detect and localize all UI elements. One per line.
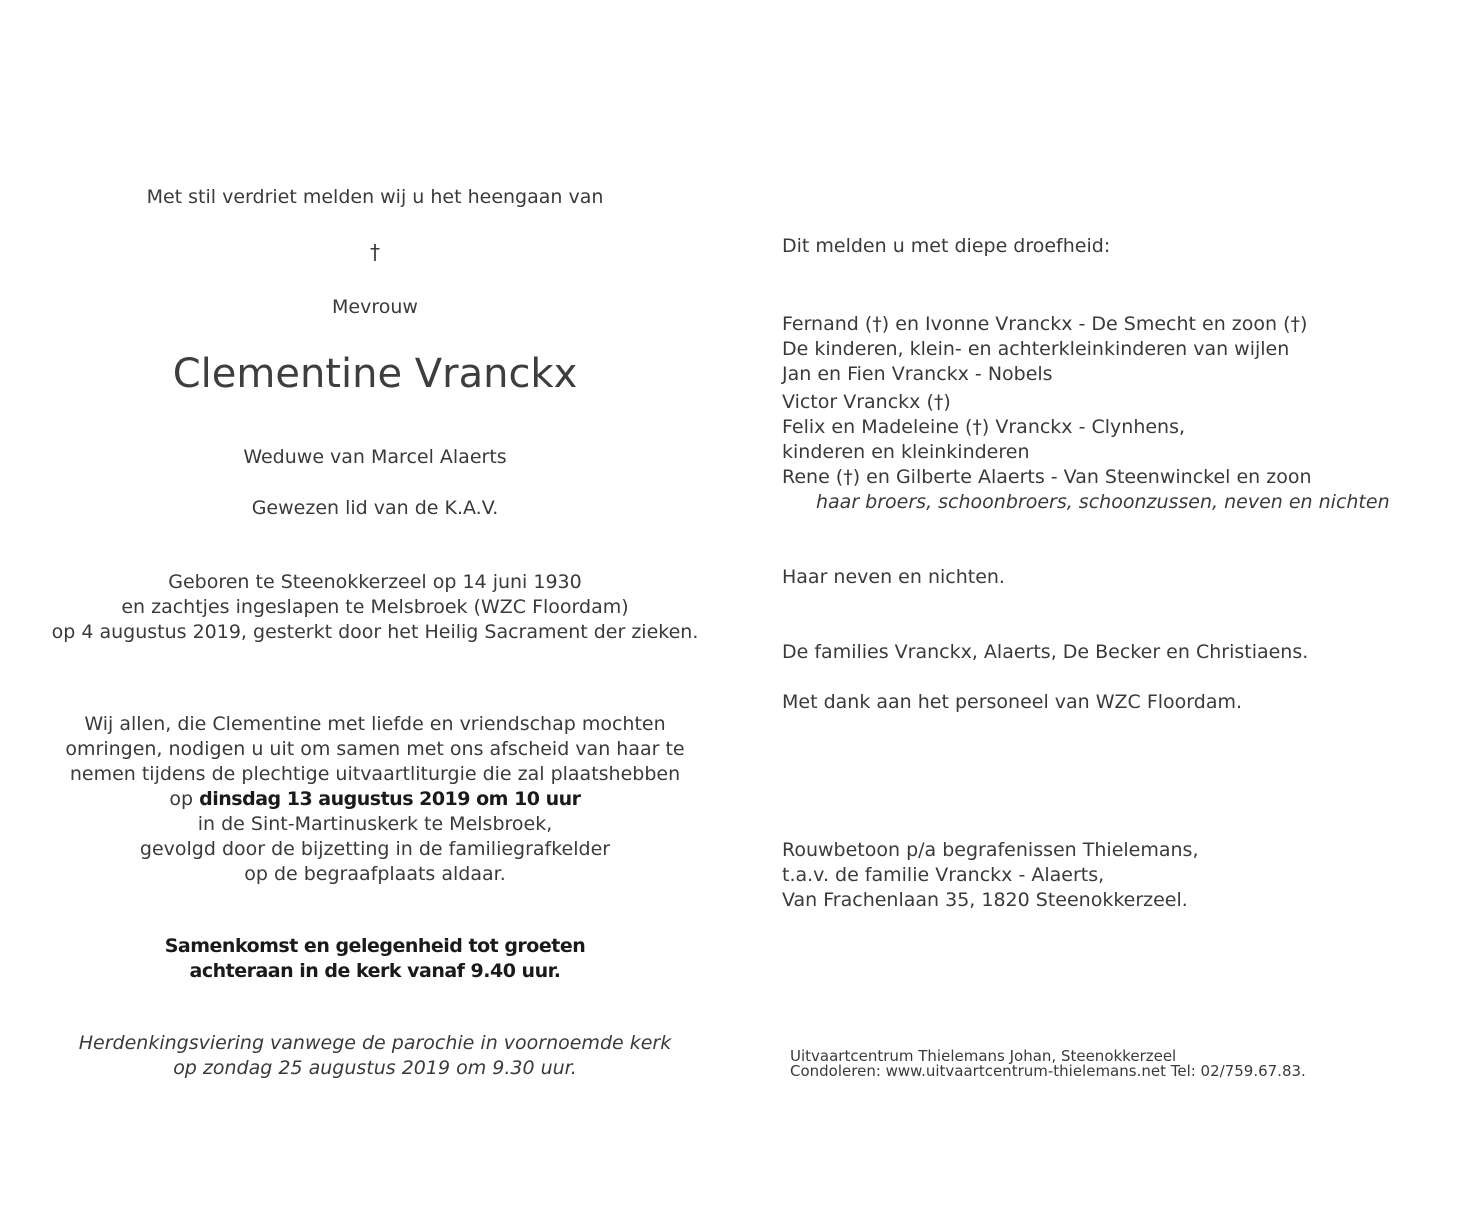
family-line: Victor Vranckx (†) (782, 391, 951, 413)
date-prefix: op (169, 788, 200, 810)
born-line: en zachtjes ingeslapen te Melsbroek (WZC Floordam) (121, 596, 629, 618)
cross-icon: † (370, 240, 380, 264)
families-text: De families Vranckx, Alaerts, De Becker en Christiaens. (782, 641, 1309, 663)
family-line: Felix en Madeleine (†) Vranckx - Clynhens, (782, 416, 1186, 438)
thanks-text: Met dank aan het personeel van WZC Floordam. (782, 691, 1243, 713)
born-line: op 4 augustus 2019, gesterkt door het Heilig Sacrament der zieken. (51, 621, 699, 643)
family-line: Rene (†) en Gilberte Alaerts - Van Steenwinckel en zoon (782, 466, 1312, 488)
gathering-line: Samenkomst en gelegenheid tot groeten (164, 935, 586, 957)
family-line: kinderen en kleinkinderen (782, 441, 1030, 463)
location-line: in de Sint-Martinuskerk te Melsbroek, (197, 813, 553, 835)
memorial-line: Herdenkingsviering vanwege de parochie in voornoemde kerk (78, 1032, 672, 1054)
service-date (20, 787, 730, 812)
footer-line: Uitvaartcentrum Thielemans Johan, Steenokkerzeel (790, 1047, 1177, 1065)
born-line: Geboren te Steenokkerzeel op 14 juni 1930 (168, 571, 582, 593)
announce-text: Dit melden u met diepe droefheid: (782, 235, 1111, 257)
condolence-line: Van Frachenlaan 35, 1820 Steenokkerzeel. (782, 889, 1188, 911)
condolence-line: Rouwbetoon p/a begrafenissen Thielemans, (782, 839, 1199, 861)
invite-line: nemen tijdens de plechtige uitvaartliturgie die zal plaatshebben (69, 763, 681, 785)
location-line: op de begraafplaats aldaar. (244, 863, 506, 885)
memorial-line: op zondag 25 augustus 2019 om 9.30 uur. (173, 1057, 577, 1079)
title-text: Mevrouw (332, 296, 418, 318)
invite-line: Wij allen, die Clementine met liefde en vriendschap mochten (84, 713, 666, 735)
footer-line: Condoleren: www.uitvaartcentrum-thielemans.net Tel: 02/759.67.83. (790, 1062, 1306, 1080)
date-bold: dinsdag 13 augustus 2019 om 10 uur (199, 788, 581, 810)
intro-text: Met stil verdriet melden wij u het heengaan van (146, 186, 604, 208)
gathering-line: achteraan in de kerk vanaf 9.40 uur. (189, 960, 561, 982)
family-italic-line: haar broers, schoonbroers, schoonzussen, neven en nichten (816, 491, 1390, 513)
family-line: Fernand (†) en Ivonne Vranckx - De Smecht en zoon (†) (782, 313, 1308, 335)
location-line: gevolgd door de bijzetting in de familiegrafkelder (139, 838, 611, 860)
deceased-name: Clementine Vranckx (172, 351, 578, 397)
family-line: De kinderen, klein- en achterkleinkinderen van wijlen (782, 338, 1290, 360)
member-text: Gewezen lid van de K.A.V. (251, 497, 499, 519)
cousins-text: Haar neven en nichten. (782, 566, 1005, 588)
invite-line: omringen, nodigen u uit om samen met ons afscheid van haar te (65, 738, 685, 760)
condolence-line: t.a.v. de familie Vranckx - Alaerts, (782, 864, 1105, 886)
family-line: Jan en Fien Vranckx - Nobels (782, 363, 1053, 385)
widow-text: Weduwe van Marcel Alaerts (243, 446, 507, 468)
